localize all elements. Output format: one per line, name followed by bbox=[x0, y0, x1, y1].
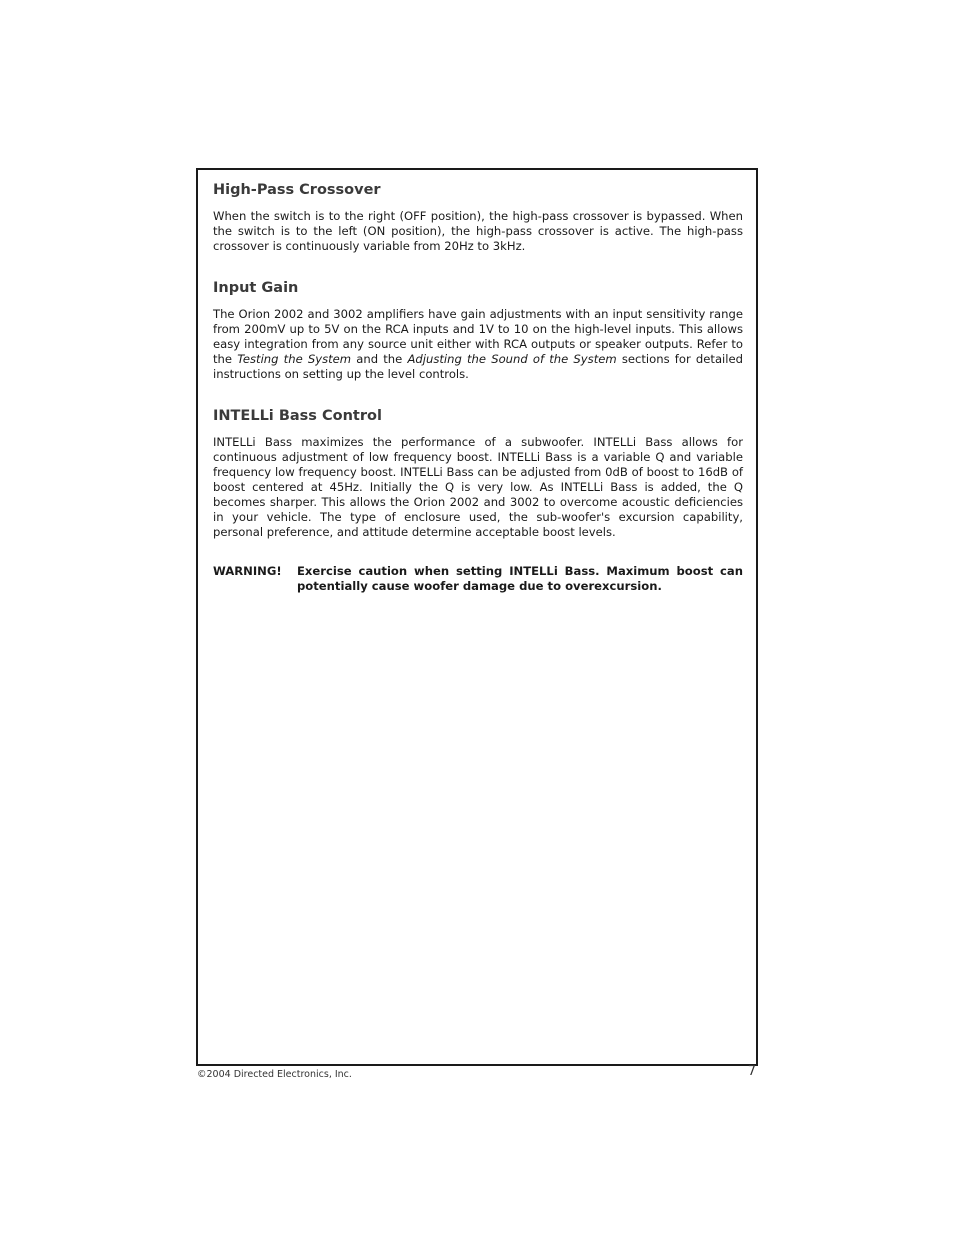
section-heading: Input Gain bbox=[213, 280, 299, 296]
text-run: The Orion 2002 and 3002 amplifiers have gain adjustments with an input sensitivity range from 200mV up to 5V on the RCA inputs and 1V to 10 on the high-level inputs. This allows easy integration from any source unit either with RCA outputs or speaker outputs. Refer to the bbox=[213, 307, 743, 366]
section-high-pass-crossover bbox=[213, 180, 743, 254]
section-input-gain bbox=[213, 278, 743, 382]
warning-label: WARNING! bbox=[213, 564, 282, 578]
section-heading: INTELLi Bass Control bbox=[213, 408, 382, 424]
text-run: and the bbox=[351, 352, 408, 366]
section-body bbox=[213, 209, 743, 254]
warning-text: Exercise caution when setting INTELLi Bass. Maximum boost can potentially cause woofer damage due to overexcursion. bbox=[297, 564, 743, 593]
page-content bbox=[213, 180, 743, 594]
page-number: 7 bbox=[747, 1064, 756, 1079]
text-run: INTELLi Bass maximizes the performance of a subwoofer. INTELLi Bass allows for continuous adjustment of low frequency boost. INTELLi Bass is a variable Q and variable frequency low frequency boost. INTELLi Bass can be adjusted from 0dB of boost to 16dB of boost centered at 45Hz. Initially the Q is very low. As INTELLi Bass is added, the Q becomes sharper. This allows the Orion 2002 and 3002 to overcome acoustic deficiencies in your vehicle. The type of enclosure used, the sub-woofer's excursion capability, personal preference, and attitude determine acceptable boost levels. bbox=[213, 435, 743, 539]
section-body bbox=[213, 435, 743, 540]
text-run: sections for detailed instructions on setting up the level controls. bbox=[213, 352, 743, 381]
footer-copyright: ©2004 Directed Electronics, Inc. bbox=[197, 1069, 352, 1080]
section-heading: High-Pass Crossover bbox=[213, 182, 381, 198]
section-body bbox=[213, 307, 743, 382]
warning-note bbox=[213, 564, 743, 594]
text-run-italic: Testing the System bbox=[237, 352, 352, 366]
text-run-italic: Adjusting the Sound of the System bbox=[407, 352, 617, 366]
text-run: When the switch is to the right (OFF position), the high-pass crossover is bypassed. When the switch is to the left (ON position), the high-pass crossover is active. The high-pass crossover is continuously variable from 20Hz to 3kHz. bbox=[213, 209, 743, 253]
section-intelli-bass-control bbox=[213, 406, 743, 540]
page-frame bbox=[196, 168, 758, 1066]
